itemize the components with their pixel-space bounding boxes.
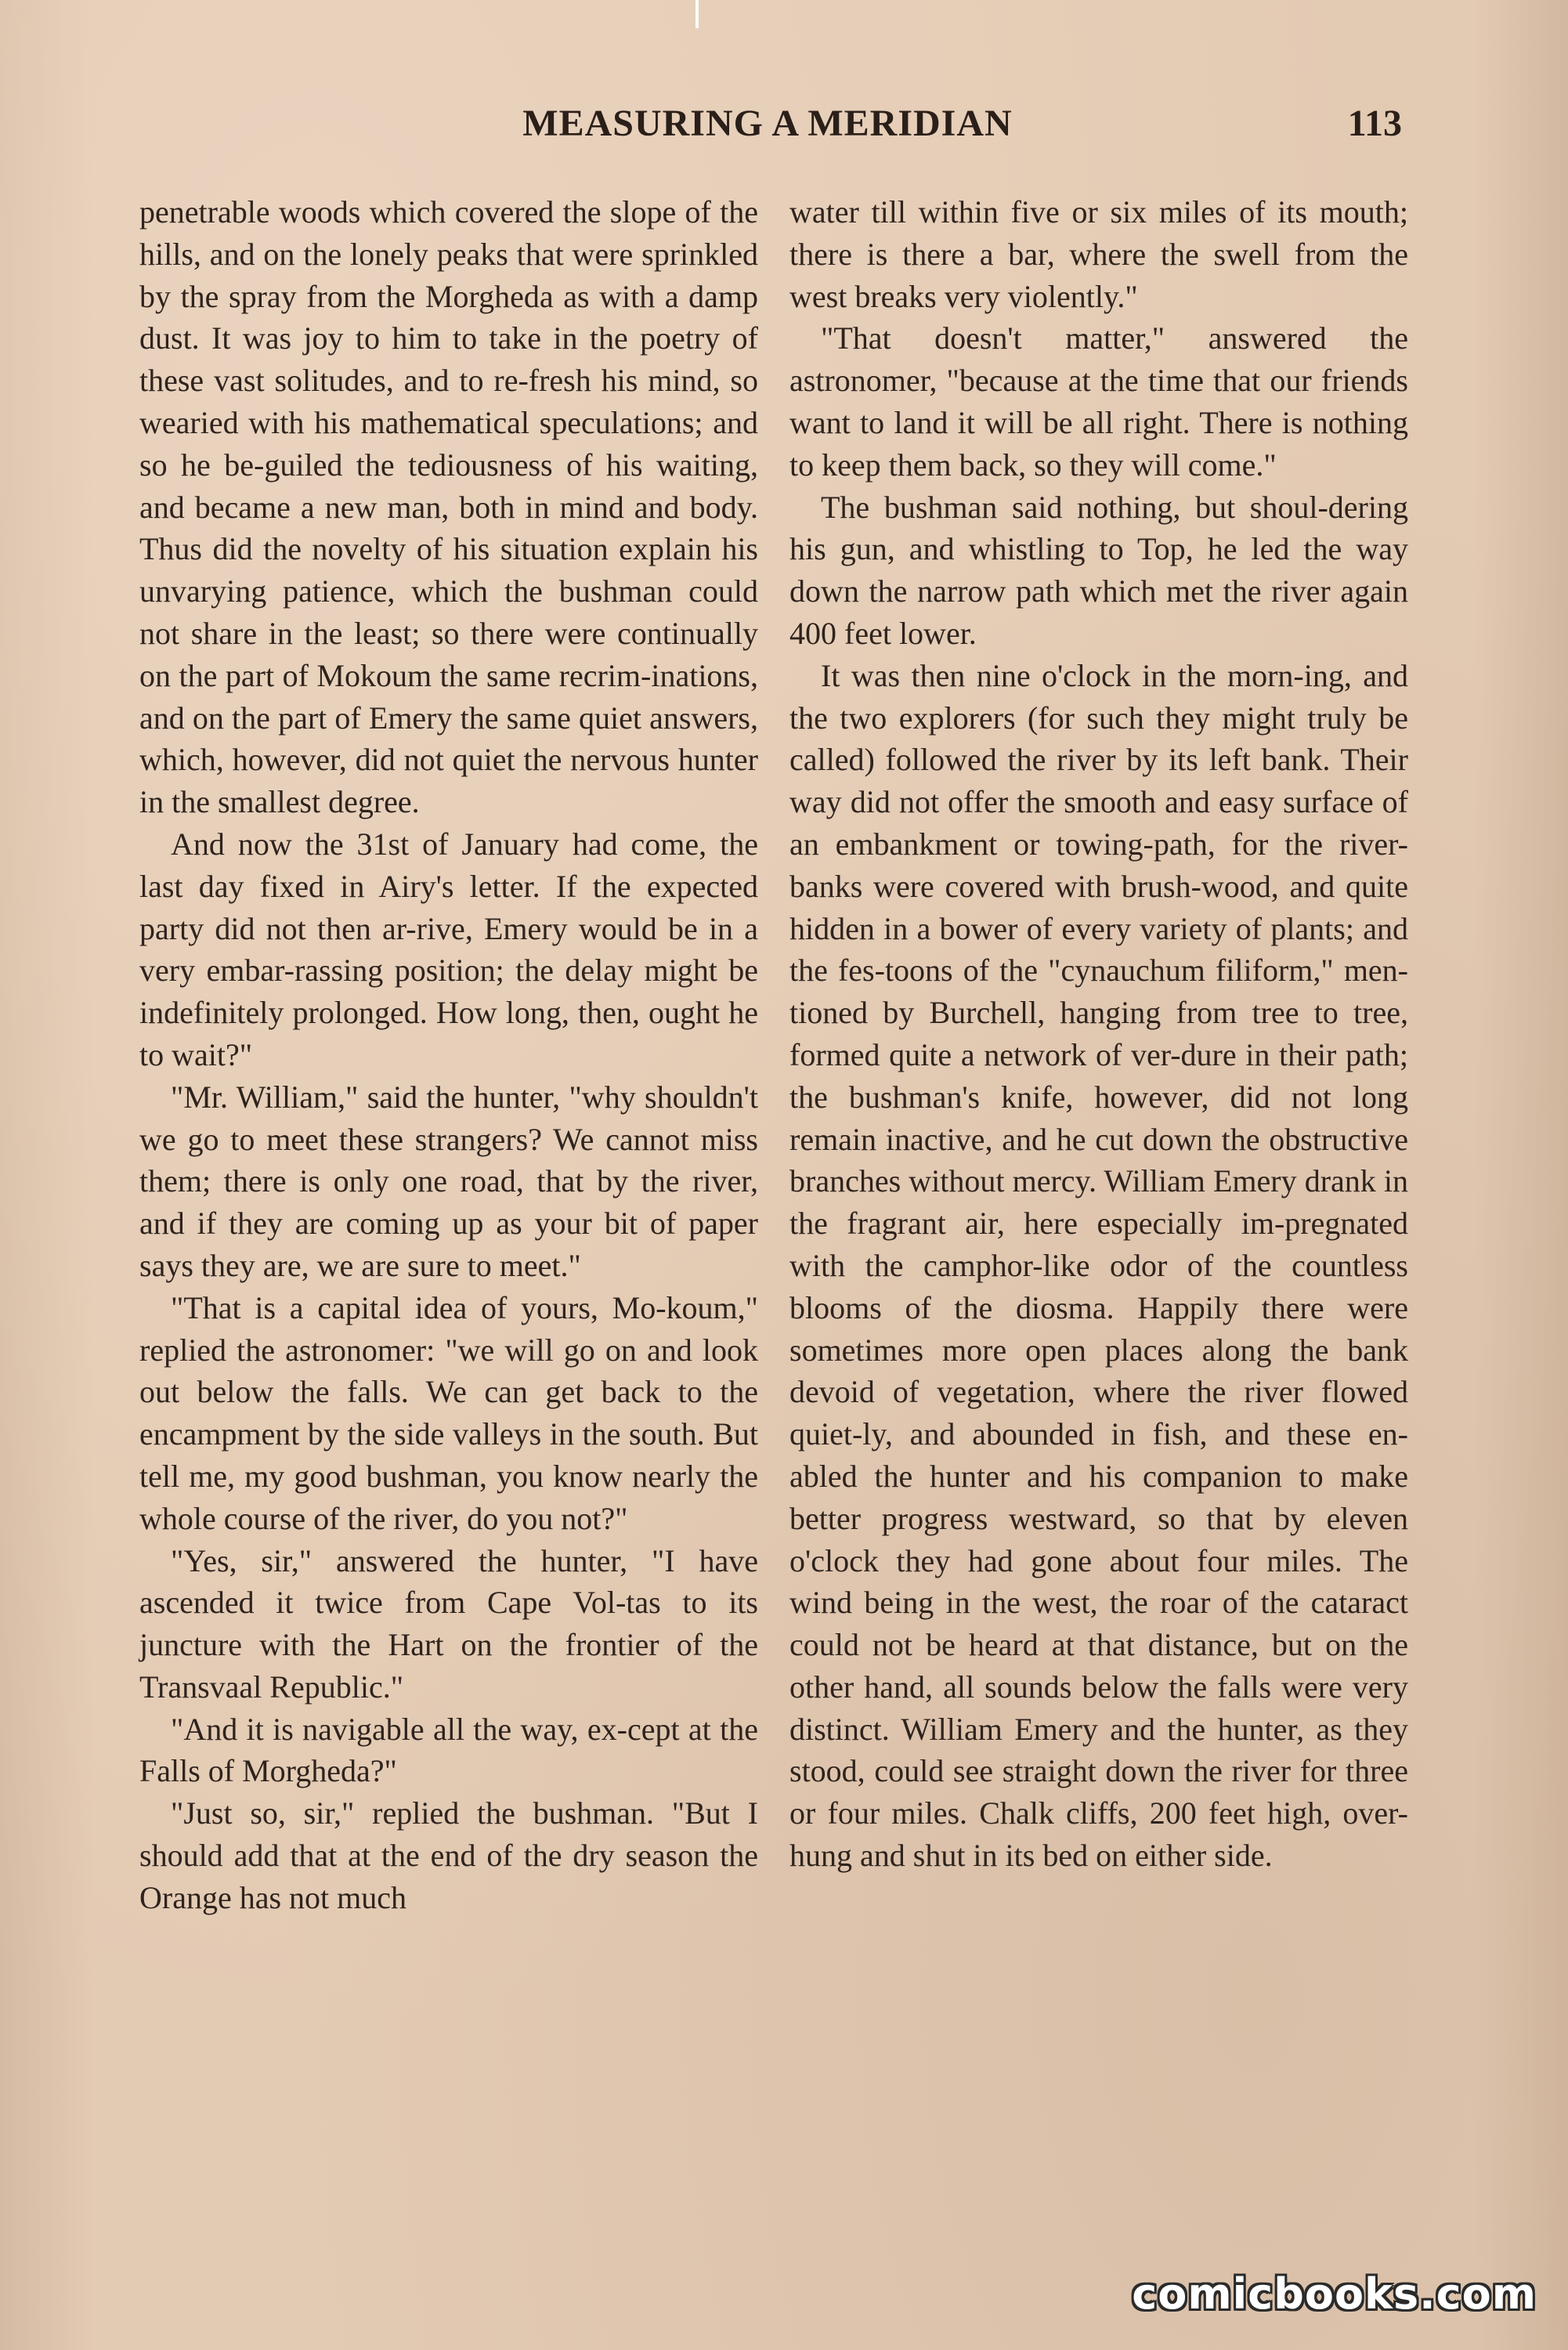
paragraph: "Just so, sir," replied the bushman. "But I should add that at the end of the dry season the Orange has not much bbox=[139, 1795, 758, 1915]
paragraph: "Yes, sir," answered the hunter, "I have ascended it twice from Cape Vol-tas to its juncture with the Hart on the frontier of the Transvaal Republic." bbox=[139, 1542, 758, 1705]
page-title: MEASURING A MERIDIAN bbox=[522, 103, 1013, 144]
paragraph: "And it is navigable all the way, ex-cept at the Falls of Morgheda?" bbox=[139, 1711, 758, 1789]
left-column bbox=[139, 191, 758, 1919]
paragraph: "Mr. William," said the hunter, "why shouldn't we go to meet these strangers? We cannot miss them; there is only one road, that by the river, and if they are coming up as your bit of paper says they are, we are sure to meet." bbox=[139, 1079, 758, 1283]
paragraph: "That is a capital idea of yours, Mo-koum," replied the astronomer: "we will go on and look out below the falls. We can get back to the encampment by the side valleys in the south. But tell me, my good bushman, you know nearly the whole course of the river, do you not?" bbox=[139, 1289, 758, 1536]
scan-mark bbox=[695, 0, 699, 28]
watermark-logo: comicbooks.com bbox=[1132, 2269, 1537, 2319]
paragraph: And now the 31st of January had come, the last day fixed in Airy's letter. If the expected party did not then ar-rive, Emery would be in a very embar-rassing position; the delay might be indefinitely prolonged. How long, then, ought he to wait?" bbox=[139, 826, 758, 1072]
page-number: 113 bbox=[1347, 103, 1402, 144]
running-head bbox=[133, 102, 1402, 157]
right-column bbox=[789, 191, 1408, 1877]
paragraph: "That doesn't matter," answered the astronomer, "because at the time that our friends want to land it will be all right. There is nothing to keep them back, so they will come." bbox=[789, 320, 1408, 483]
paragraph: It was then nine o'clock in the morn-ing, and the two explorers (for such they might truly be called) followed the river by its left bank. Their way did not offer the smooth and easy surface of an embankment or towing-path, for the river-banks were covered with brush-wood, and quite hidden in a bower of every variety of plants; and the fes-toons of the "cynauchum filiform," men-tioned by Burchell, hanging from tree to tree, formed quite a network of ver-dure in their path; the bushman's knife, however, did not long remain inactive, and he cut down the obstructive branches without mercy. William Emery drank in the fragrant air, here especially im-pregnated with the camphor-like odor of the countless blooms of the diosma. Happily there were sometimes more open places along the bank devoid of vegetation, where the river flowed quiet-ly, and abounded in fish, and these en-abled the hunter and his companion to make better progress westward, so that by eleven o'clock they had gone about four miles. The wind being in the west, the roar of the cataract could not be heard at that distance, but on the other hand, all sounds below the falls were very distinct. William Emery and the hunter, as they stood, could see straight down the river for three or four miles. Chalk cliffs, 200 feet high, over-hung and shut in its bed on either side. bbox=[789, 657, 1408, 1874]
paragraph: The bushman said nothing, but shoul-dering his gun, and whistling to Top, he led the way down the narrow path which met the river again 400 feet lower. bbox=[789, 489, 1408, 651]
paragraph: water till within five or six miles of its mouth; there is there a bar, where the swell from the west breaks very violently." bbox=[789, 194, 1408, 314]
paragraph: penetrable woods which covered the slope of the hills, and on the lonely peaks that were sprinkled by the spray from the Morgheda as with a damp dust. It was joy to him to take in the poetry of these vast solitudes, and to re-fresh his mind, so wearied with his mathematical speculations; and so he be-guiled the tediousness of his waiting, and became a new man, both in mind and body. Thus did the novelty of his situation explain his unvarying patience, which the bushman could not share in the least; so there were continually on the part of Mokoum the same recrim-inations, and on the part of Emery the same quiet answers, which, however, did not quiet the nervous hunter in the smallest degree. bbox=[139, 194, 758, 820]
